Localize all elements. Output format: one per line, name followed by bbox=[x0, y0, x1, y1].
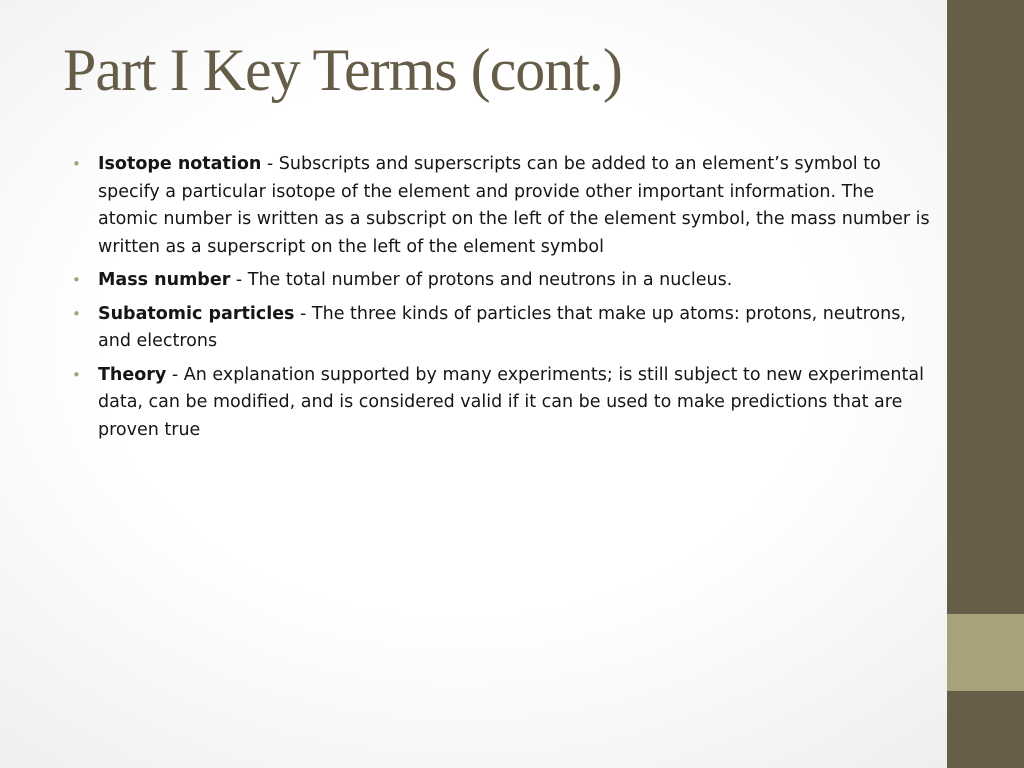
term-definition: - The three kinds of particles that make up atoms: protons, neutrons, and electrons bbox=[98, 303, 906, 351]
bullet-item-isotope-notation bbox=[72, 151, 934, 261]
term-definition: - Subscripts and superscripts can be added to an element’s symbol to specify a particular isotope of the element and provide other important information. The atomic number is written as a subscript on the left of the element symbol, the mass number is written as a superscript on the left of the element symbol bbox=[98, 154, 930, 257]
bullet-icon: • bbox=[72, 155, 81, 173]
bullet-icon: • bbox=[72, 271, 81, 289]
bullet-item-theory bbox=[72, 362, 934, 445]
bullet-list bbox=[72, 151, 934, 450]
bullet-item-subatomic-particles bbox=[72, 301, 934, 356]
slide-title: Part I Key Terms (cont.) bbox=[63, 37, 622, 103]
term-label: Mass number bbox=[98, 270, 231, 290]
bullet-item-mass-number bbox=[72, 267, 934, 295]
term-label: Isotope notation bbox=[98, 154, 262, 174]
term-definition: - An explanation supported by many experiments; is still subject to new experimental data, can be modified, and is considered valid if it can be used to make predictions that are proven true bbox=[98, 364, 924, 440]
term-definition: - The total number of protons and neutrons in a nucleus. bbox=[230, 270, 733, 290]
bullet-icon: • bbox=[72, 365, 81, 384]
bullet-icon: • bbox=[72, 304, 81, 323]
decorative-side-bar bbox=[947, 0, 1024, 768]
term-label: Subatomic particles bbox=[98, 303, 295, 324]
decorative-side-bar-accent bbox=[947, 614, 1024, 691]
term-label: Theory bbox=[98, 364, 167, 385]
